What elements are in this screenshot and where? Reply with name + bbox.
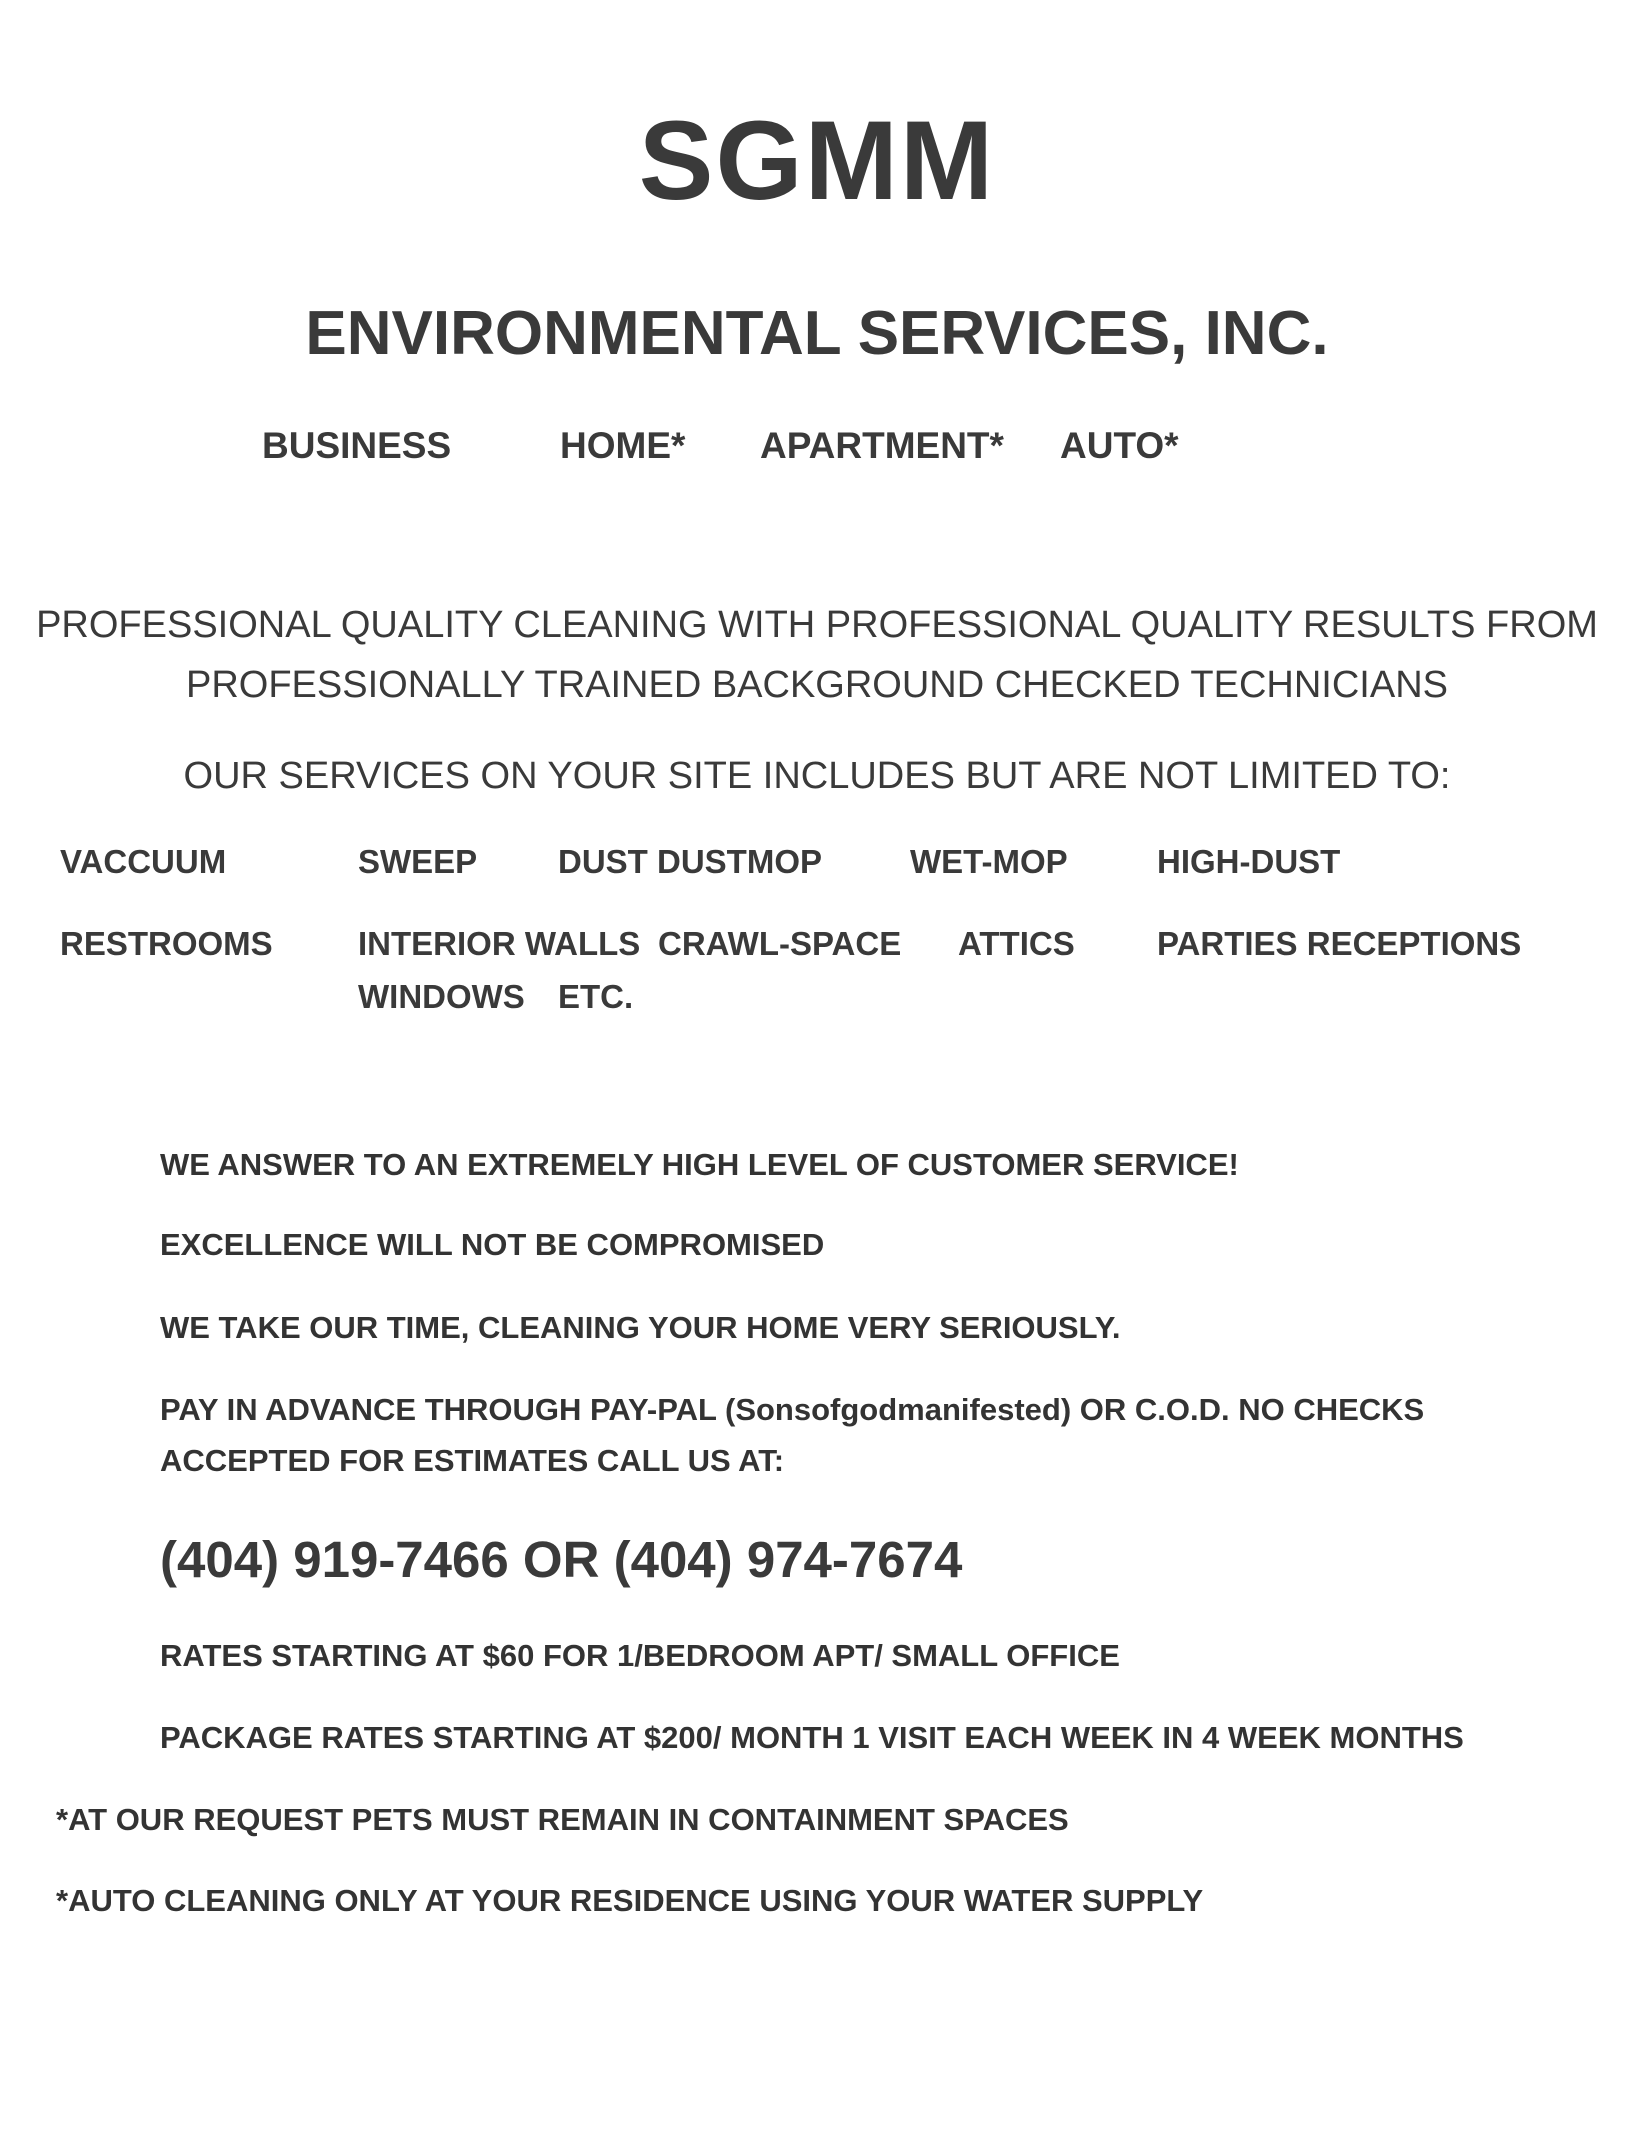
service-item: RESTROOMS bbox=[60, 925, 273, 962]
intro-line-1: PROFESSIONAL QUALITY CLEANING WITH PROFESSIONAL QUALITY RESULTS FROM bbox=[36, 604, 1598, 646]
category-auto: AUTO* bbox=[1060, 425, 1179, 466]
rate-basic: RATES STARTING AT $60 FOR 1/BEDROOM APT/ SMALL OFFICE bbox=[160, 1638, 1120, 1673]
statement-payment-line-2: ACCEPTED FOR ESTIMATES CALL US AT: bbox=[160, 1443, 785, 1478]
service-item: SWEEP bbox=[358, 843, 478, 880]
company-subtitle: ENVIRONMENTAL SERVICES, INC. bbox=[305, 299, 1329, 368]
statement-take-time: WE TAKE OUR TIME, CLEANING YOUR HOME VERY SERIOUSLY. bbox=[160, 1310, 1121, 1345]
service-item: PARTIES RECEPTIONS bbox=[1157, 925, 1522, 962]
phone-numbers: (404) 919-7466 OR (404) 974-7674 bbox=[160, 1531, 963, 1588]
service-item: CRAWL-SPACE bbox=[658, 925, 902, 962]
service-item: INTERIOR WALLS bbox=[358, 925, 641, 962]
service-item: WINDOWS bbox=[358, 978, 525, 1015]
service-item: ETC. bbox=[558, 978, 634, 1015]
service-item: HIGH-DUST bbox=[1157, 843, 1341, 880]
statement-customer-service: WE ANSWER TO AN EXTREMELY HIGH LEVEL OF CUSTOMER SERVICE! bbox=[160, 1147, 1239, 1182]
category-business: BUSINESS bbox=[262, 425, 452, 466]
service-item: ATTICS bbox=[958, 925, 1075, 962]
service-item: DUST DUSTMOP bbox=[558, 843, 822, 880]
statement-excellence: EXCELLENCE WILL NOT BE COMPROMISED bbox=[160, 1227, 825, 1262]
statement-payment-line-1: PAY IN ADVANCE THROUGH PAY-PAL (Sonsofgodmanifested) OR C.O.D. NO CHECKS bbox=[160, 1392, 1425, 1427]
category-apartment: APARTMENT* bbox=[760, 425, 1004, 466]
intro-line-2: PROFESSIONALLY TRAINED BACKGROUND CHECKED TECHNICIANS bbox=[186, 664, 1448, 706]
rate-package: PACKAGE RATES STARTING AT $200/ MONTH 1 VISIT EACH WEEK IN 4 WEEK MONTHS bbox=[160, 1720, 1464, 1755]
note-auto: *AUTO CLEANING ONLY AT YOUR RESIDENCE USING YOUR WATER SUPPLY bbox=[56, 1883, 1204, 1918]
services-heading: OUR SERVICES ON YOUR SITE INCLUDES BUT ARE NOT LIMITED TO: bbox=[183, 755, 1451, 797]
category-home: HOME* bbox=[560, 425, 686, 466]
note-pets: *AT OUR REQUEST PETS MUST REMAIN IN CONTAINMENT SPACES bbox=[56, 1802, 1069, 1837]
service-item: WET-MOP bbox=[910, 843, 1068, 880]
service-item: VACCUUM bbox=[60, 843, 227, 880]
company-title: SGMM bbox=[638, 98, 996, 223]
